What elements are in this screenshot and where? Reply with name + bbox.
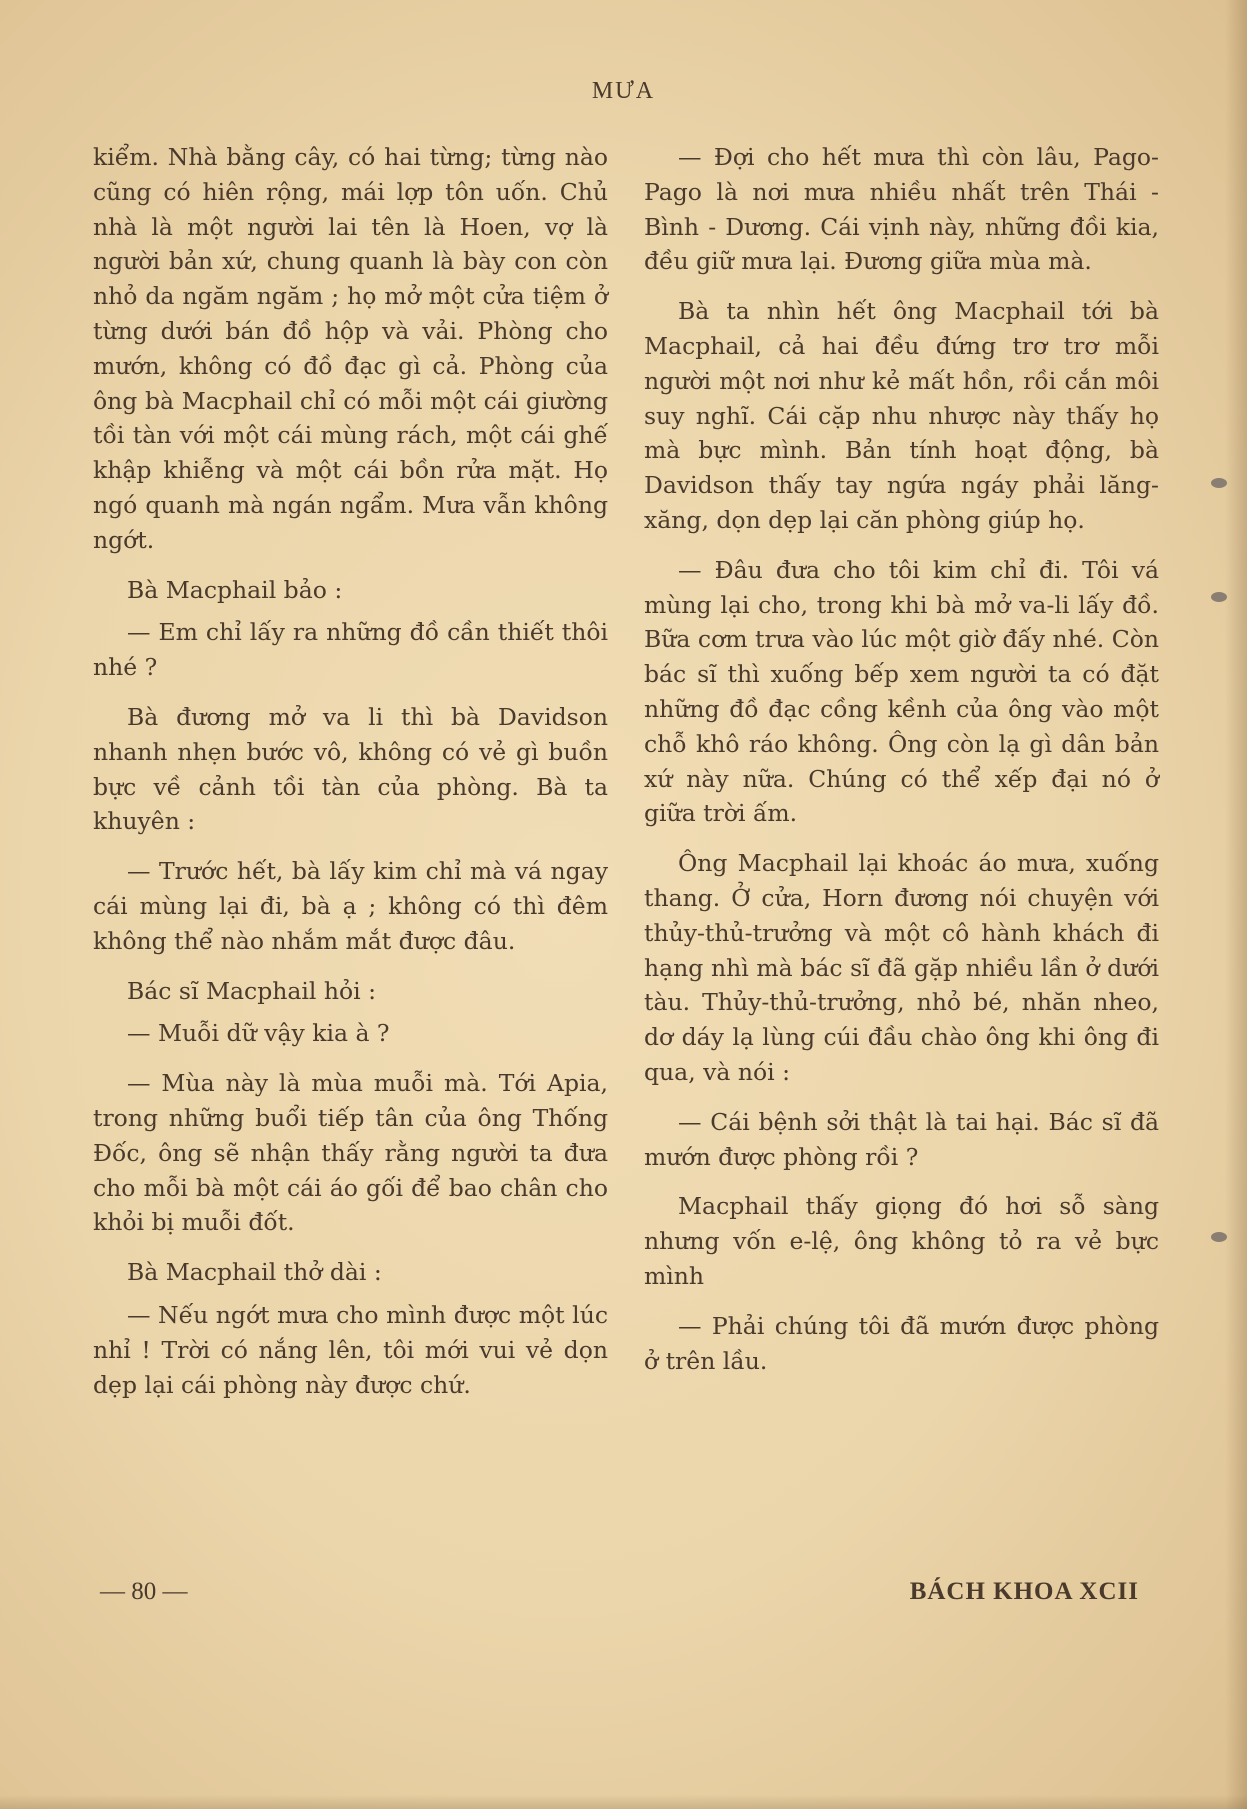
page-bottom-shadow [0, 1795, 1247, 1809]
paragraph: — Muỗi dữ vậy kia à ? [127, 1019, 390, 1048]
paragraph: — Trước hết, bà lấy kim chỉ mà vá ngay cái mùng lại đi, bà ạ ; không có thì đêm không thể nào nhắm mắt được đâu. [93, 857, 608, 955]
margin-mark [1211, 592, 1227, 602]
running-head: MƯA [591, 78, 656, 104]
left-column [93, 140, 608, 1417]
paragraph: — Em chỉ lấy ra những đồ cần thiết thôi nhé ? [93, 618, 608, 682]
paragraph: — Đâu đưa cho tôi kim chỉ đi. Tôi vá mùng lại cho, trong khi bà mở va-li lấy đồ. Bữa cơm trưa vào lúc một giờ đấy nhé. Còn bác sĩ thì xuống bếp xem người ta có đặt những đồ đạc cồng kềnh của ông vào một chỗ khô ráo không. Ông còn lạ gì dân bản xứ này nữa. Chúng có thể xếp đại nó ở giữa trời ấm. [644, 555, 1159, 828]
margin-mark [1211, 1232, 1227, 1242]
page-edge-shadow [1225, 0, 1247, 1809]
paragraph: — Đợi cho hết mưa thì còn lâu, Pago-Pago là nơi mưa nhiều nhất trên Thái - Bình - Dương. Cái vịnh này, những đồi kia, đều giữ mưa lại. Đương giữa mùa mà. [644, 143, 1159, 276]
paragraph: Macphail thấy giọng đó hơi sỗ sàng nhưng vốn e-lệ, ông không tỏ ra vẻ bực mình [644, 1192, 1159, 1290]
paragraph: — Cái bệnh sởi thật là tai hại. Bác sĩ đã mướn được phòng rồi ? [644, 1107, 1159, 1171]
paragraph: — Nếu ngớt mưa cho mình được một lúc nhỉ ! Trời có nắng lên, tôi mới vui vẻ dọn dẹp lại cái phòng này được chứ. [93, 1300, 608, 1399]
paragraph: Bà Macphail thở dài : [127, 1258, 382, 1287]
margin-mark [1211, 478, 1227, 488]
page-number: — 80 — [100, 1578, 188, 1605]
paragraph: Ông Macphail lại khoác áo mưa, xuống thang. Ở cửa, Horn đương nói chuyện với thủy-thủ-trưởng và một cô hành khách đi hạng nhì mà bác sĩ đã gặp nhiều lần ở dưới tàu. Thủy-thủ-trưởng, nhỏ bé, nhăn nheo, dơ dáy lạ lùng cúi đầu chào ông khi ông đi qua, và nói : [644, 849, 1159, 1086]
paragraph: — Mùa này là mùa muỗi mà. Tới Apia, trong những buổi tiếp tân của ông Thống Đốc, ông sẽ nhận thấy rằng người ta đưa cho mỗi bà một cái áo gối để bao chân cho khỏi bị muỗi đốt. [93, 1069, 608, 1237]
paragraph: kiểm. Nhà bằng cây, có hai từng; từng nào cũng có hiên rộng, mái lợp tôn uốn. Chủ nhà là một người lai tên là Hoen, vợ là người bản xứ, chung quanh là bày con còn nhỏ da ngăm ngăm ; họ mở một cửa tiệm ở từng dưới bán đồ hộp và vải. Phòng cho mướn, không có đồ đạc gì cả. Phòng của ông bà Macphail chỉ có mỗi một cái giường tồi tàn với một cái mùng rách, một cái ghế khập khiễng và một cái bồn rửa mặt. Họ ngó quanh mà ngán ngẩm. Mưa vẫn không ngớt. [93, 143, 608, 554]
paragraph: Bà ta nhìn hết ông Macphail tới bà Macphail, cả hai đều đứng trơ trơ mỗi người một nơi như kẻ mất hồn, rồi cắn môi suy nghĩ. Cái cặp nhu nhược này thấy họ mà bực mình. Bản tính hoạt động, bà Davidson thấy tay ngứa ngáy phải lăng-xăng, dọn dẹp lại căn phòng giúp họ. [644, 297, 1159, 534]
publication-title: BÁCH KHOA XCII [909, 1578, 1139, 1605]
right-column [644, 140, 1159, 1393]
paragraph: Bà đương mở va li thì bà Davidson nhanh nhẹn bước vô, không có vẻ gì buồn bực về cảnh tồi tàn của phòng. Bà ta khuyên : [93, 702, 608, 836]
paragraph: Bác sĩ Macphail hỏi : [127, 976, 377, 1005]
paragraph: Bà Macphail bảo : [127, 575, 343, 604]
paragraph: — Phải chúng tôi đã mướn được phòng ở trên lầu. [644, 1311, 1159, 1375]
